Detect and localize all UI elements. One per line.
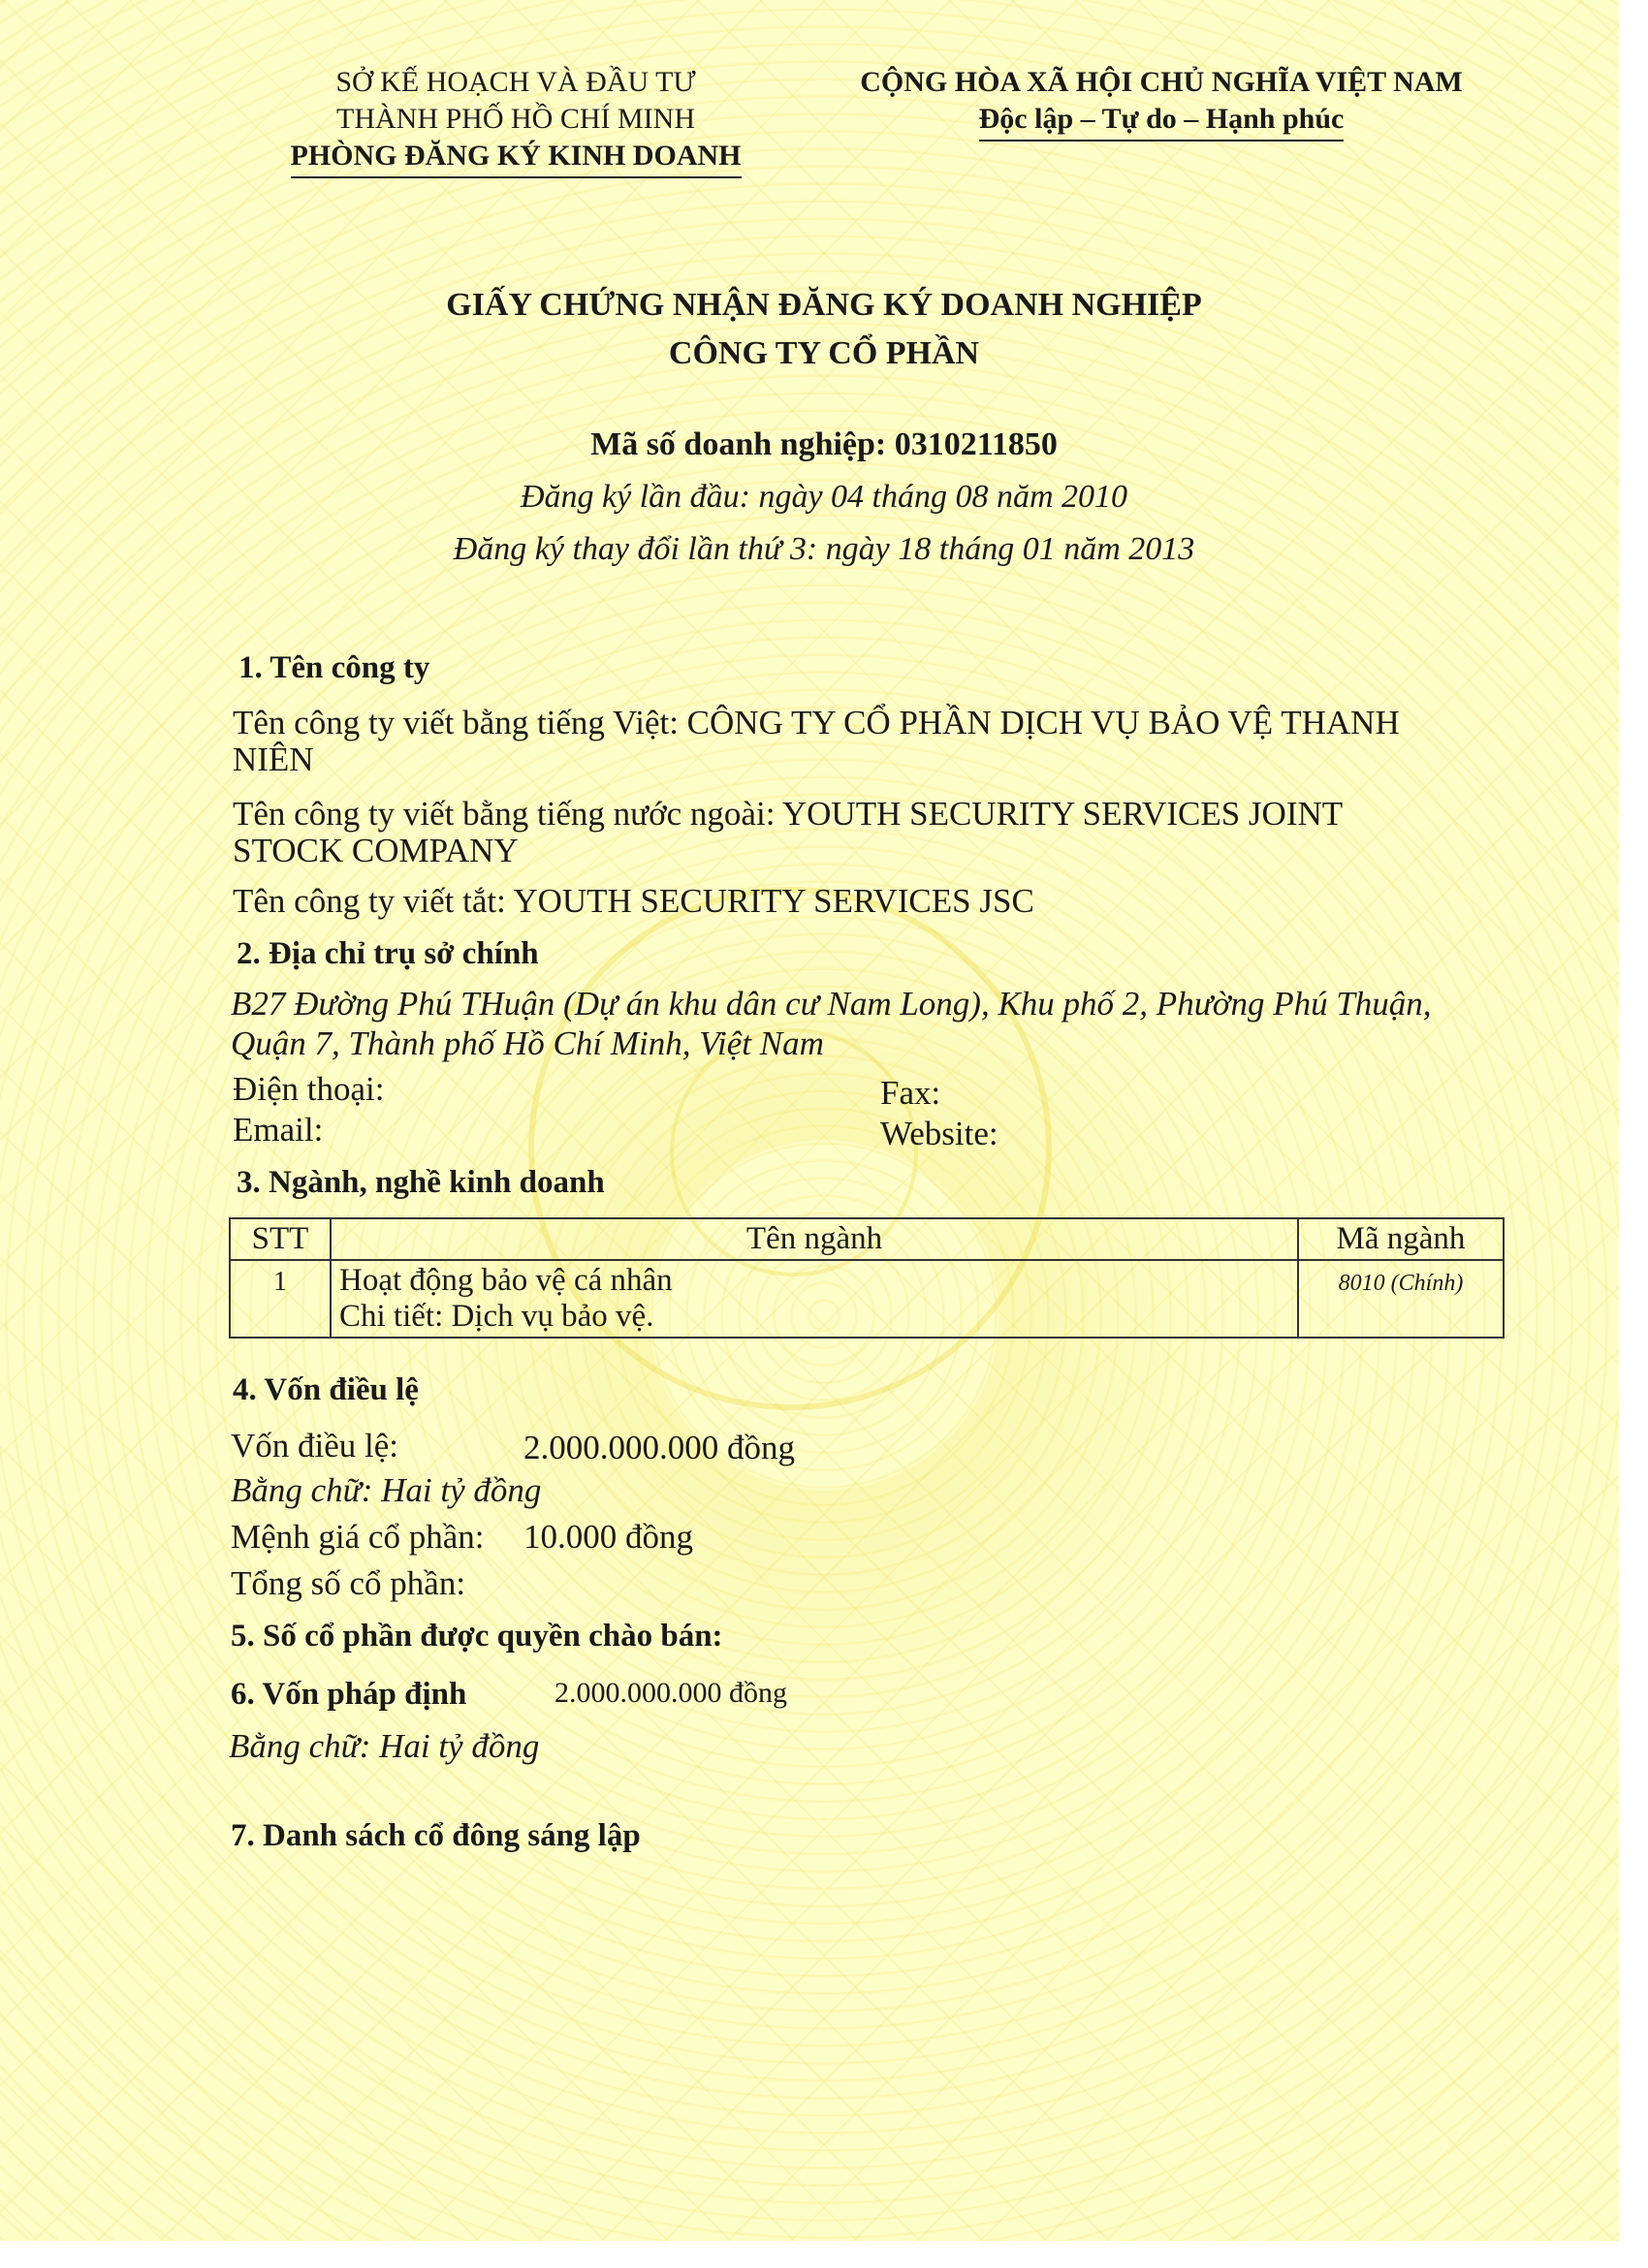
- table-row: [230, 1260, 1504, 1338]
- business-lines-table: [229, 1217, 1505, 1339]
- section-7-heading: 7. Danh sách cổ đông sáng lập: [231, 1818, 641, 1853]
- total-shares-label: Tổng số cổ phần:: [231, 1564, 466, 1602]
- email-label: Email:: [233, 1111, 324, 1149]
- issuer-header: [225, 64, 807, 178]
- par-value-value: 10.000 đồng: [523, 1518, 693, 1556]
- column-header-code: Mã ngành: [1298, 1218, 1504, 1260]
- national-title: CỘNG HÒA XÃ HỘI CHỦ NGHĨA VIỆT NAM: [860, 66, 1463, 98]
- legal-capital-in-words: Bằng chữ: Hai tỷ đồng: [229, 1727, 540, 1765]
- column-header-stt: STT: [230, 1218, 331, 1260]
- national-motto: Độc lập – Tự do – Hạnh phúc: [979, 101, 1345, 142]
- par-value-label: Mệnh giá cổ phần:: [231, 1518, 485, 1556]
- foreign-company-name-line-1: Tên công ty viết bằng tiếng nước ngoài: YOUTH SECURITY SERVICES JOINT: [233, 795, 1344, 833]
- table-header-row: [230, 1218, 1504, 1260]
- address-line-1: B27 Đường Phú THuận (Dự án khu dân cư Nam Long), Khu phố 2, Phường Phú Thuận,: [231, 985, 1432, 1023]
- company-type-title: CÔNG TY CỔ PHẦN: [668, 335, 980, 371]
- address-line-2: Quận 7, Thành phố Hồ Chí Minh, Việt Nam: [231, 1024, 824, 1062]
- charter-capital-label: Vốn điều lệ:: [231, 1427, 399, 1465]
- section-1-heading: 1. Tên công ty: [238, 650, 430, 685]
- foreign-company-name-line-2: STOCK COMPANY: [233, 832, 519, 869]
- row-industry-name: Hoạt động bảo vệ cá nhân: [339, 1263, 673, 1298]
- section-3-heading: 3. Ngành, nghề kinh doanh: [237, 1165, 605, 1200]
- row-industry-detail: Chi tiết: Dịch vụ bảo vệ.: [339, 1299, 654, 1334]
- website-label: Website:: [880, 1115, 998, 1152]
- vn-company-name-line-1: Tên công ty viết bằng tiếng Việt: CÔNG TY CỔ PHẦN DỊCH VỤ BẢO VỆ THANH: [233, 704, 1400, 741]
- row-stt: 1: [273, 1267, 287, 1297]
- row-industry-code: 8010 (Chính): [1338, 1271, 1464, 1296]
- fax-label: Fax:: [880, 1074, 941, 1112]
- phone-label: Điện thoại:: [233, 1070, 385, 1108]
- short-company-name: Tên công ty viết tắt: YOUTH SECURITY SERVICES JSC: [233, 882, 1034, 920]
- issuer-line-3: PHÒNG ĐĂNG KÝ KINH DOANH: [291, 138, 742, 178]
- scan-margin-right: [1619, 0, 1648, 2268]
- legal-capital-value: 2.000.000.000 đồng: [555, 1677, 787, 1709]
- section-5-heading: 5. Số cổ phần được quyền chào bán:: [231, 1619, 723, 1654]
- column-header-name: Tên ngành: [331, 1218, 1298, 1260]
- scan-margin-bottom: [0, 2241, 1648, 2268]
- business-code: Mã số doanh nghiệp: 0310211850: [590, 426, 1058, 462]
- charter-capital-in-words: Bằng chữ: Hai tỷ đồng: [231, 1471, 542, 1509]
- issuer-line-2: THÀNH PHỐ HỒ CHÍ MINH: [336, 103, 695, 135]
- certificate-title: GIẤY CHỨNG NHẬN ĐĂNG KÝ DOANH NGHIỆP: [446, 287, 1202, 323]
- amendment-date: Đăng ký thay đổi lần thứ 3: ngày 18 tháng 01 năm 2013: [453, 531, 1195, 567]
- first-registration-date: Đăng ký lần đầu: ngày 04 tháng 08 năm 2010: [520, 479, 1128, 515]
- section-2-heading: 2. Địa chỉ trụ sở chính: [237, 936, 539, 971]
- charter-capital-value: 2.000.000.000 đồng: [523, 1429, 795, 1466]
- issuer-line-1: SỞ KẾ HOẠCH VÀ ĐẦU TƯ: [335, 66, 696, 98]
- vn-company-name-line-2: NIÊN: [233, 740, 314, 778]
- section-4-heading: 4. Vốn điều lệ: [233, 1372, 419, 1407]
- national-header: [822, 64, 1501, 142]
- section-6-heading: 6. Vốn pháp định: [231, 1677, 467, 1712]
